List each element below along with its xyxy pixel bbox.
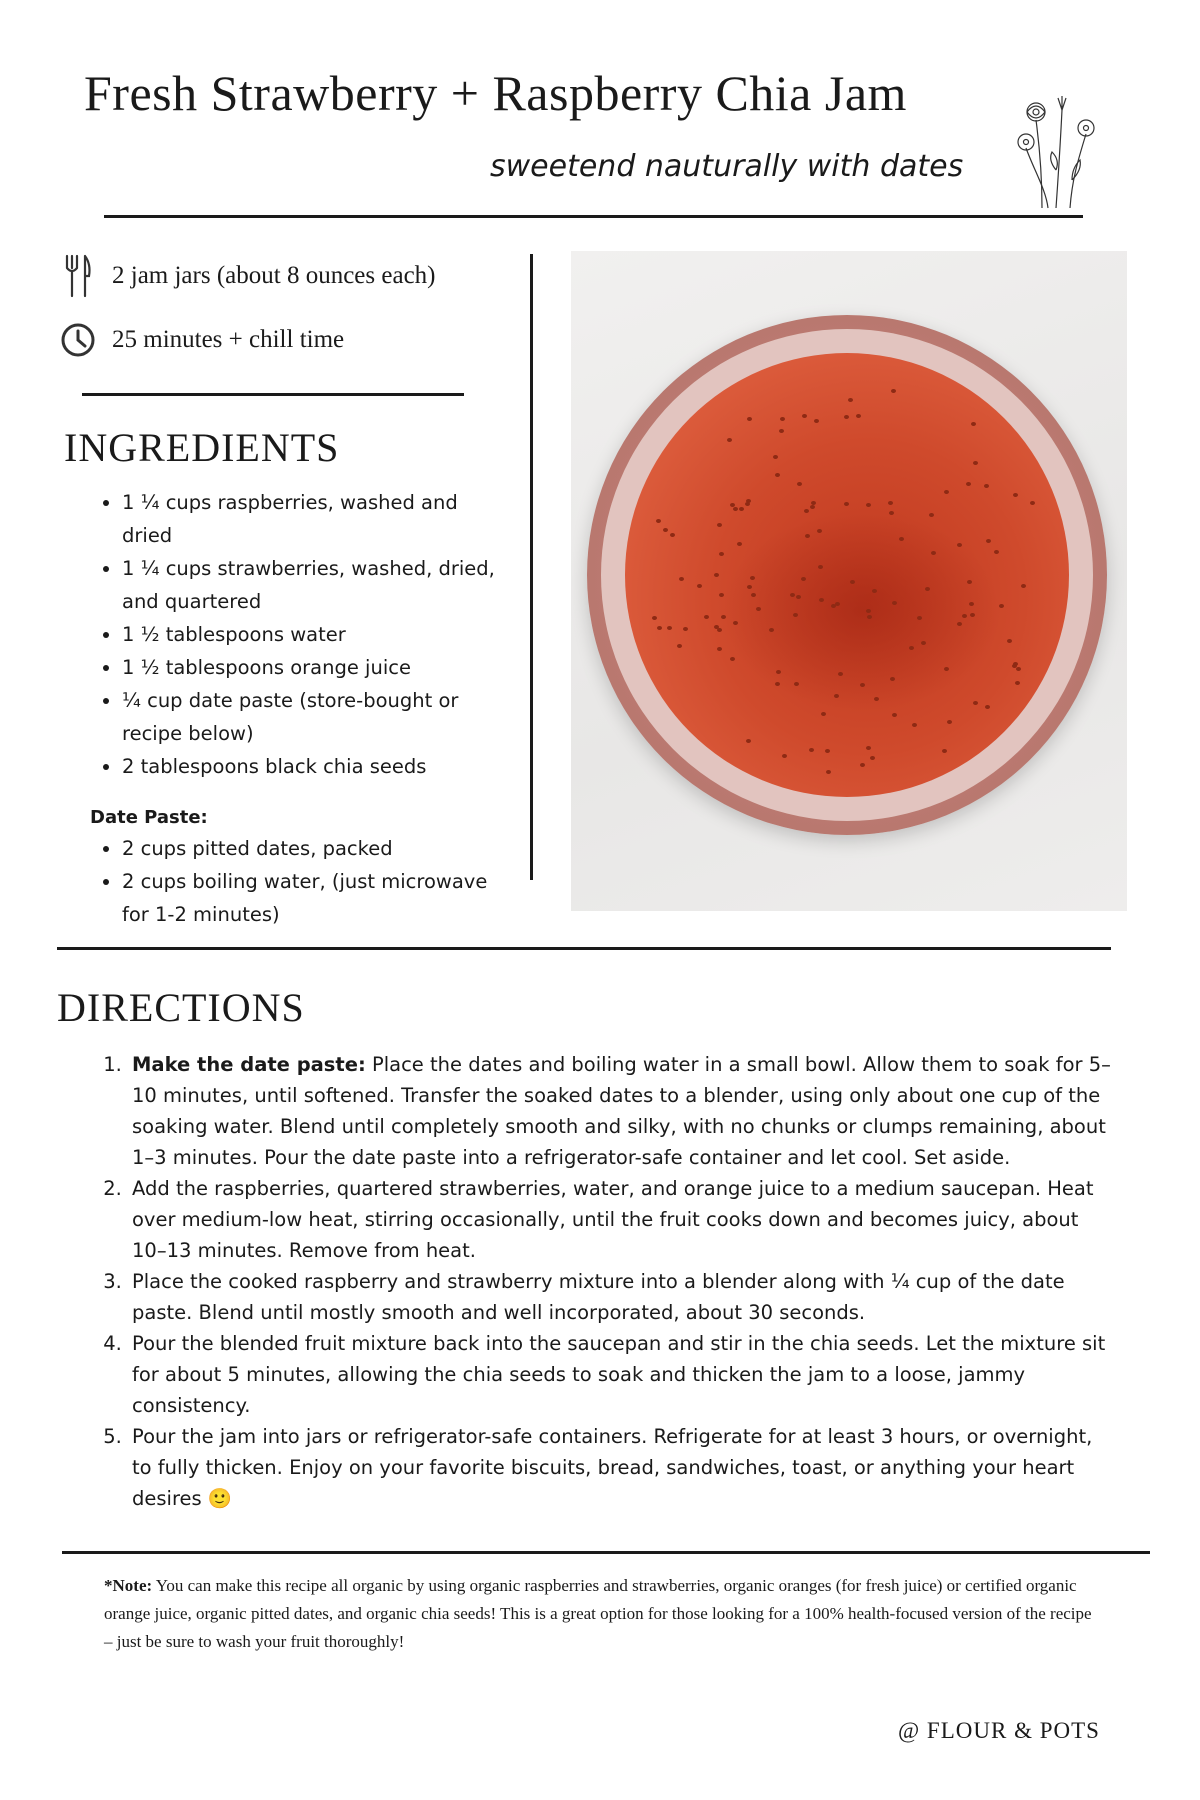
recipe-subtitle: sweetend nauturally with dates [490, 149, 964, 184]
chia-seed [962, 614, 967, 618]
chia-seed [947, 720, 952, 724]
time-row [58, 320, 344, 360]
recipe-note [104, 1572, 1104, 1656]
note-divider [62, 1551, 1150, 1554]
clock-icon [58, 320, 98, 360]
chia-seed [994, 550, 999, 554]
ingredients-block [70, 486, 510, 931]
chia-seed [1021, 584, 1026, 588]
jam-photo [571, 251, 1127, 911]
chia-seed [867, 615, 872, 619]
chia-seed [745, 502, 750, 506]
directions-list [56, 1049, 1116, 1514]
chia-seed [739, 507, 744, 511]
chia-seed [944, 667, 949, 671]
chia-seed [973, 701, 978, 705]
chia-seed [921, 641, 926, 645]
chia-seed [747, 585, 752, 589]
date-paste-list [70, 832, 510, 931]
chia-seed [999, 604, 1004, 608]
date-paste-heading: Date Paste: [90, 807, 208, 828]
chia-seed [814, 419, 819, 423]
ingredient-item: • 2 tablespoons black chia seeds [122, 750, 510, 783]
chia-seed [831, 604, 836, 608]
chia-seed [888, 501, 893, 505]
direction-step: 3. Place the cooked raspberry and strawberry mixture into a blender along with ¼ cup of the date paste. Blend until mostly smooth and well incorporated, about 30 seconds. [128, 1266, 1116, 1328]
recipe-title: Fresh Strawberry + Raspberry Chia Jam [84, 65, 907, 121]
chia-seed [957, 543, 962, 547]
jam-shadow [721, 511, 1001, 711]
ingredient-item: • 1 ¼ cups strawberries, washed, dried, and quartered [122, 552, 510, 618]
step-label: Make the date paste: [132, 1053, 366, 1076]
chia-seed [929, 513, 934, 517]
chia-seed [848, 398, 853, 402]
direction-step: 4. Pour the blended fruit mixture back into the saucepan and stir in the chia seeds. Let the mixture sit for about 5 minutes, allowing the chia seeds to soak and thicken the jam to a loose, jammy consistency. [128, 1328, 1116, 1421]
directions-block [56, 1049, 1116, 1514]
direction-step: 2. Add the raspberries, quartered strawberries, water, and orange juice to a medium saucepan. Heat over medium-low heat, stirring occasionally, until the fruit cooks down and becomes juicy, about 10–13 minutes. Remove from heat. [128, 1173, 1116, 1266]
chia-seed [733, 621, 738, 625]
chia-seed [657, 626, 662, 630]
directions-heading: DIRECTIONS [57, 985, 305, 1030]
chia-seed [805, 534, 810, 538]
note-text: You can make this recipe all organic by using organic raspberries and strawberries, organic oranges (for fresh juice) or certified organic orange juice, organic pitted dates, and organic chia seeds! This is a great option for those looking for a 100% health-focused version of the recipe – just be sure to wash your fruit thoroughly! [104, 1576, 1092, 1651]
chia-seed [773, 455, 778, 459]
chia-seed [870, 756, 875, 760]
chia-seed [677, 644, 682, 648]
chia-seed [670, 533, 675, 537]
step-text: Place the dates and boiling water in a small bowl. Allow them to soak for 5–10 minutes, until softened. Transfer the soaked dates to a blender, using only about one cup of the soaking water. Blend until completely smooth and silky, with no chunks or clumps remaining, about 1–3 minutes. Pour the date paste into a refrigerator-safe container and let cool. Set aside. [132, 1053, 1111, 1169]
column-divider [530, 254, 533, 880]
chia-seed [817, 529, 822, 533]
direction-step: 5. Pour the jam into jars or refrigerator-safe containers. Refrigerate for at least 3 hours, or overnight, to fully thicken. Enjoy on your favorite biscuits, bread, sandwiches, toast, or anything your heart desires 🙂 [128, 1421, 1116, 1514]
chia-seed [780, 417, 785, 421]
ingredient-list [70, 486, 510, 783]
chia-seed [714, 573, 719, 577]
date-paste-item: • 2 cups pitted dates, packed [122, 832, 510, 865]
ingredient-item: • 1 ½ tablespoons orange juice [122, 651, 510, 684]
chia-seed [860, 763, 865, 767]
chia-seed [973, 461, 978, 465]
note-label: *Note: [104, 1576, 153, 1595]
chia-seed [825, 749, 830, 753]
ingredient-item: • 1 ¼ cups raspberries, washed and dried [122, 486, 510, 552]
chia-seed [794, 682, 799, 686]
chia-seed [810, 505, 815, 509]
ingredient-item: • 1 ½ tablespoons water [122, 618, 510, 651]
chia-seed [971, 422, 976, 426]
meta-divider [82, 393, 464, 396]
date-paste-item: • 2 cups boiling water, (just microwave for 1-2 minutes) [122, 865, 510, 931]
chia-seed [866, 609, 871, 613]
ingredient-item: • ¼ cup date paste (store-bought or recipe below) [122, 684, 510, 750]
footer-credit: @ FLOUR & POTS [898, 1718, 1100, 1743]
chia-seed [727, 438, 732, 442]
section-divider [57, 947, 1111, 950]
chia-seed [856, 414, 861, 418]
ingredients-heading: INGREDIENTS [64, 425, 340, 470]
chia-seed [970, 613, 975, 617]
chia-seed [986, 539, 991, 543]
time-text: 25 minutes + chill time [112, 326, 345, 353]
fork-knife-icon [58, 256, 98, 296]
chia-seed [834, 694, 839, 698]
chia-seed [796, 595, 801, 599]
chia-seed [818, 565, 823, 569]
chia-seed [931, 551, 936, 555]
chia-seed [866, 746, 871, 750]
wildflowers-illustration [1012, 90, 1112, 210]
header-divider [104, 215, 1083, 218]
chia-seed [717, 628, 722, 632]
chia-seed [683, 627, 688, 631]
chia-seed [966, 482, 971, 486]
chia-seed [750, 576, 755, 580]
chia-seed [737, 542, 742, 546]
chia-seed [809, 748, 814, 752]
chia-seed [1007, 639, 1012, 643]
chia-seed [917, 616, 922, 620]
chia-seed [733, 507, 738, 511]
chia-seed [1013, 493, 1018, 497]
chia-seed [793, 613, 798, 617]
chia-seed [925, 587, 930, 591]
chia-seed [775, 473, 780, 477]
chia-seed [890, 677, 895, 681]
chia-seed [667, 626, 672, 630]
chia-seed [663, 528, 668, 532]
yield-text: 2 jam jars (about 8 ounces each) [112, 262, 436, 289]
yield-row [58, 256, 436, 296]
chia-seed [957, 622, 962, 626]
chia-seed [984, 484, 989, 488]
direction-step [128, 1049, 1116, 1173]
chia-seed [797, 482, 802, 486]
